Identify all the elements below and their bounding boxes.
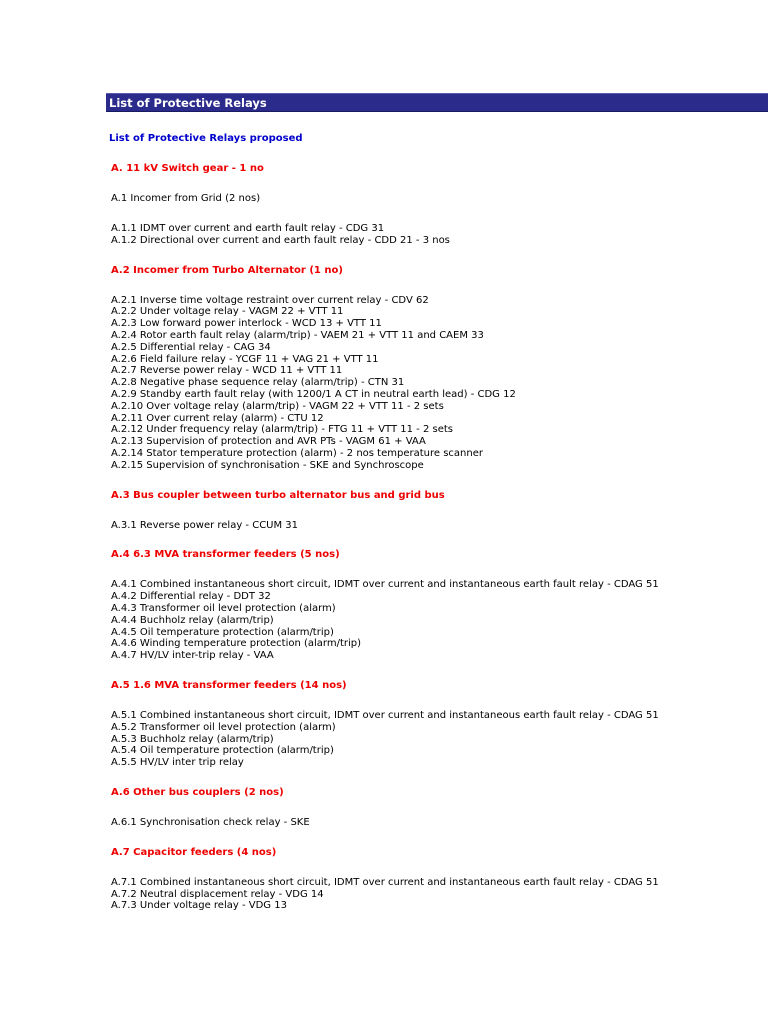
relay-item-list: [111, 223, 761, 247]
relay-item: A.4.5 Oil temperature protection (alarm/trip): [111, 626, 334, 638]
relay-item: A.4.7 HV/LV inter-trip relay - VAA: [111, 650, 274, 662]
section: [111, 787, 761, 829]
relay-item: A.3.1 Reverse power relay - CCUM 31: [111, 519, 299, 531]
relay-item: A.1.1 IDMT over current and earth fault relay - CDG 31: [111, 223, 385, 234]
relay-item: A.2.6 Field failure relay - YCGF 11 + VAG 21 + VTT 11: [111, 353, 379, 365]
relay-item: A.7.3 Under voltage relay - VDG 13: [111, 900, 287, 912]
relay-item: A.4.1 Combined instantaneous short circuit, IDMT over current and instantaneous earth fault relay - CDAG 51: [111, 579, 659, 591]
relay-item: A.4.3 Transformer oil level protection (alarm): [111, 602, 336, 614]
relay-list: [111, 163, 761, 930]
relay-item: A.2.7 Reverse power relay - WCD 11 + VTT 11: [111, 365, 343, 377]
relay-item: A.4.6 Winding temperature protection (alarm/trip): [111, 638, 362, 650]
section: [111, 265, 761, 472]
relay-item: A.4.2 Differential relay - DDT 32: [111, 591, 271, 603]
relay-item: A.2.13 Supervision of protection and AVR PTs - VAGM 61 + VAA: [111, 436, 426, 448]
section: [111, 680, 761, 769]
relay-item-list: [111, 295, 761, 472]
section: [111, 549, 761, 662]
section-heading: A.3 Bus coupler between turbo alternator bus and grid bus: [111, 489, 445, 501]
relay-item-list: [111, 520, 761, 532]
relay-item: A.4.4 Buchholz relay (alarm/trip): [111, 614, 274, 626]
relay-item-list: [111, 817, 761, 829]
relay-item: A.2.12 Under frequency relay (alarm/trip) - FTG 11 + VTT 11 - 2 sets: [111, 424, 453, 436]
title-bar: [106, 93, 768, 112]
relay-item: A.2.5 Differential relay - CAG 34: [111, 341, 271, 353]
relay-item: A.7.2 Neutral displacement relay - VDG 14: [111, 888, 324, 900]
relay-item: A.7.1 Combined instantaneous short circuit, IDMT over current and instantaneous earth fault relay - CDAG 51: [111, 876, 659, 888]
section-subheading: A.1 Incomer from Grid (2 nos): [111, 193, 261, 204]
section-heading: A.7 Capacitor feeders (4 nos): [111, 846, 277, 858]
section-heading: A.6 Other bus couplers (2 nos): [111, 786, 284, 798]
relay-item-list: [111, 579, 761, 662]
relay-item: A.5.2 Transformer oil level protection (alarm): [111, 721, 336, 733]
relay-item: A.2.1 Inverse time voltage restraint over current relay - CDV 62: [111, 294, 429, 306]
relay-item: A.2.9 Standby earth fault relay (with 1200/1 A CT in neutral earth lead) - CDG 12: [111, 388, 516, 400]
relay-item: A.2.2 Under voltage relay - VAGM 22 + VTT 11: [111, 306, 344, 318]
relay-item: A.2.14 Stator temperature protection (alarm) - 2 nos temperature scanner: [111, 447, 483, 459]
relay-item: A.5.5 HV/LV inter trip relay: [111, 757, 244, 769]
relay-item: A.2.11 Over current relay (alarm) - CTU 12: [111, 412, 324, 424]
section: [111, 847, 761, 912]
relay-item-list: [111, 710, 761, 769]
page-title: List of Protective Relays: [109, 96, 267, 110]
section-heading: A.4 6.3 MVA transformer feeders (5 nos): [111, 549, 340, 561]
relay-item: A.2.10 Over voltage relay (alarm/trip) - VAGM 22 + VTT 11 - 2 sets: [111, 400, 444, 412]
relay-item: A.2.3 Low forward power interlock - WCD 13 + VTT 11: [111, 318, 382, 330]
relay-item: A.5.3 Buchholz relay (alarm/trip): [111, 733, 274, 745]
page-subtitle: List of Protective Relays proposed: [109, 133, 303, 144]
relay-item: A.5.1 Combined instantaneous short circuit, IDMT over current and instantaneous earth fault relay - CDAG 51: [111, 709, 659, 721]
section-heading: A.5 1.6 MVA transformer feeders (14 nos): [111, 679, 347, 691]
relay-item: A.2.8 Negative phase sequence relay (alarm/trip) - CTN 31: [111, 377, 405, 389]
section-heading: A.2 Incomer from Turbo Alternator (1 no): [111, 264, 343, 276]
relay-item: A.2.15 Supervision of synchronisation - SKE and Synchroscope: [111, 459, 424, 471]
relay-item: A.5.4 Oil temperature protection (alarm/trip): [111, 745, 334, 757]
section: [111, 490, 761, 532]
relay-item: A.2.4 Rotor earth fault relay (alarm/trip) - VAEM 21 + VTT 11 and CAEM 33: [111, 329, 484, 341]
relay-item-list: [111, 877, 761, 912]
section-heading: A. 11 kV Switch gear - 1 no: [111, 163, 264, 174]
relay-item: A.6.1 Synchronisation check relay - SKE: [111, 816, 310, 828]
relay-item: A.1.2 Directional over current and earth fault relay - CDD 21 - 3 nos: [111, 234, 450, 246]
section: [111, 163, 761, 247]
